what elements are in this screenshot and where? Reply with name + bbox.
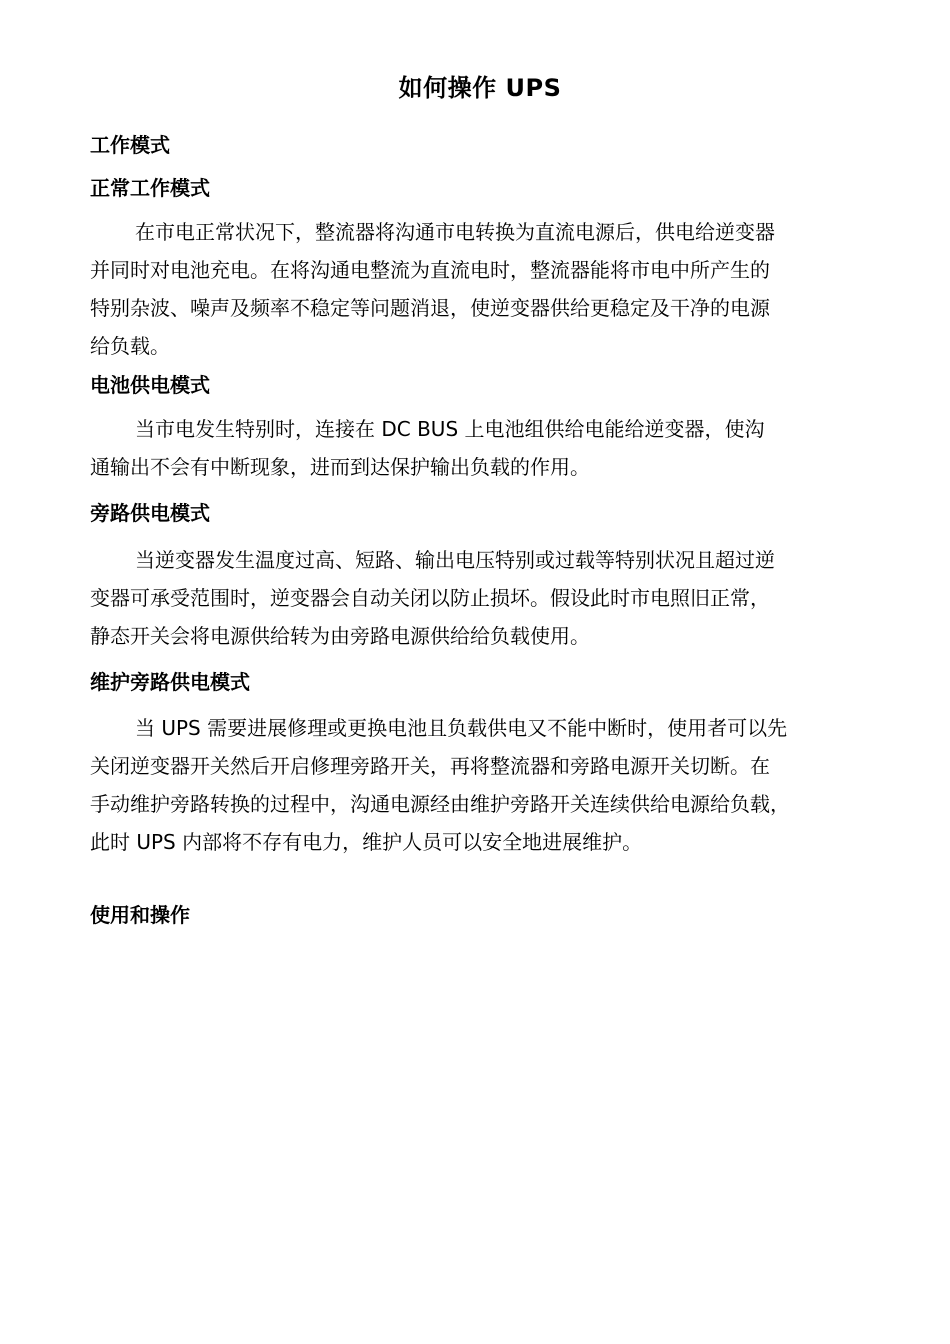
heading-battery-mode: 电池供电模式 [90,373,210,397]
paragraph-line: 手动维护旁路转换的过程中，沟通电源经由维护旁路开关连续供给电源给负载， [90,792,790,816]
heading-bypass-mode: 旁路供电模式 [90,501,210,525]
paragraph-line: 给负载。 [90,334,170,358]
paragraph-line: 特别杂波、噪声及频率不稳定等问题消退，使逆变器供给更稳定及干净的电源 [90,296,770,320]
paragraph-line: 关闭逆变器开关然后开启修理旁路开关，再将整流器和旁路电源开关切断。在 [90,754,770,778]
paragraph-normal-mode [90,213,880,365]
paragraph-line: 并同时对电池充电。在将沟通电整流为直流电时，整流器能将市电中所产生的 [90,258,770,282]
paragraph-line: 此时 UPS 内部将不存有电力，维护人员可以安全地进展维护。 [90,830,643,854]
paragraph-battery-mode [90,410,880,486]
heading-usage-and-operation: 使用和操作 [90,903,190,927]
paragraph-bypass-mode [90,541,880,655]
paragraph-line: 当逆变器发生温度过高、短路、输出电压特别或过载等特别状况且超过逆 [135,548,775,572]
document-title: 如何操作 UPS [398,74,562,102]
paragraph-line: 通输出不会有中断现象，进而到达保护输出负载的作用。 [90,455,590,479]
paragraph-line: 当 UPS 需要进展修理或更换电池且负载供电又不能中断时，使用者可以先 [135,716,788,740]
paragraph-line: 当市电发生特别时，连接在 DC BUS 上电池组供给电能给逆变器，使沟 [135,417,765,441]
heading-normal-mode: 正常工作模式 [90,176,210,200]
paragraph-line: 在市电正常状况下，整流器将沟通市电转换为直流电源后，供电给逆变器 [135,220,775,244]
paragraph-line: 变器可承受范围时，逆变器会自动关闭以防止损坏。假设此时市电照旧正常， [90,586,770,610]
heading-maintenance-bypass-mode: 维护旁路供电模式 [90,670,250,694]
paragraph-maintenance-bypass-mode [90,709,880,861]
paragraph-line: 静态开关会将电源供给转为由旁路电源供给给负载使用。 [90,624,590,648]
heading-work-modes: 工作模式 [90,133,170,157]
